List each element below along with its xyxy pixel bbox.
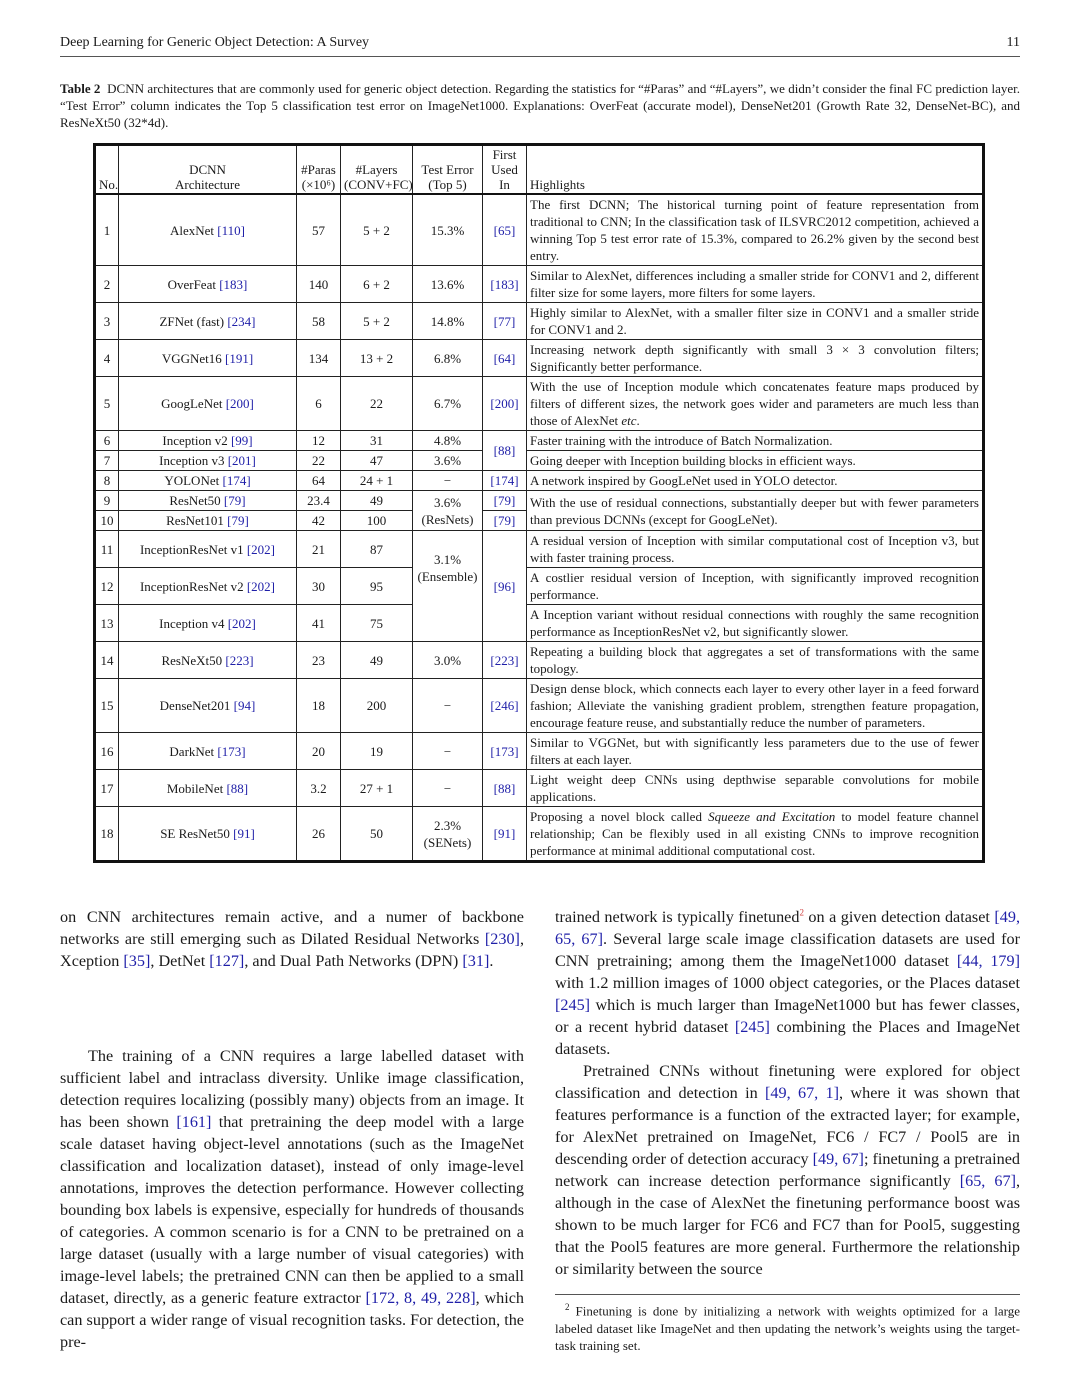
- cell-highlights: Increasing network depth significantly with small 3 × 3 convolution filters; Significantly better performance.: [527, 340, 984, 377]
- cell-no: 14: [95, 642, 119, 679]
- table-row: [95, 377, 984, 431]
- citation-link[interactable]: [79]: [223, 493, 246, 508]
- footnote-divider: [555, 1294, 1020, 1295]
- cell-highlights: A costlier residual version of Inception, with significantly improved recognition performance.: [527, 568, 984, 605]
- cell-layers: 24 + 1: [341, 471, 413, 491]
- cell-highlights: Highly similar to AlexNet, with a smaller filter size in CONV1 and a smaller stride for CONV1 and 2.: [527, 303, 984, 340]
- cell-paras: 6: [297, 377, 341, 431]
- citation-link[interactable]: [127]: [209, 952, 245, 970]
- cell-paras: 22: [297, 451, 341, 471]
- footnote-reference[interactable]: 2: [799, 907, 804, 918]
- cell-test-error: 13.6%: [413, 266, 483, 303]
- cell-paras: 26: [297, 807, 341, 862]
- cell-layers: 47: [341, 451, 413, 471]
- cell-architecture: ResNeXt50 [223]: [119, 642, 297, 679]
- table-row: [95, 471, 984, 491]
- header-layers: #Layers (CONV+FC): [341, 145, 413, 195]
- citation-link[interactable]: [79]: [227, 513, 249, 528]
- cell-architecture: DenseNet201 [94]: [119, 679, 297, 733]
- citation-link[interactable]: [174]: [222, 473, 251, 488]
- citation-link[interactable]: [49, 67]: [812, 1150, 864, 1168]
- header-paras: #Paras (×10⁶): [297, 145, 341, 195]
- cell-no: 6: [95, 431, 119, 451]
- citation-link[interactable]: [200]: [225, 396, 254, 411]
- cell-highlights: A residual version of Inception with similar computational cost of Inception v3, but with faster training process.: [527, 531, 984, 568]
- table-row: [95, 491, 984, 511]
- table-row: [95, 642, 984, 679]
- citation-link[interactable]: [191]: [225, 350, 254, 366]
- cell-first-used: [483, 377, 527, 431]
- citation-link[interactable]: [88]: [226, 780, 249, 796]
- table-row: [95, 770, 984, 807]
- table-row: [95, 266, 984, 303]
- cell-architecture: InceptionResNet v2 [202]: [119, 568, 297, 605]
- cell-first-used: [483, 340, 527, 377]
- cell-first-used: [483, 733, 527, 770]
- cell-no: 5: [95, 377, 119, 431]
- cell-layers: 5 + 2: [341, 303, 413, 340]
- cell-test-error: −: [413, 679, 483, 733]
- cell-highlights: Similar to VGGNet, but with significantly less parameters due to the use of fewer filters at each layer.: [527, 733, 984, 770]
- cell-paras: 23: [297, 642, 341, 679]
- cell-layers: 87: [341, 531, 413, 568]
- cell-layers: 49: [341, 491, 413, 511]
- cell-architecture: InceptionResNet v1 [202]: [119, 531, 297, 568]
- citation-link[interactable]: [246]: [490, 698, 519, 713]
- citation-link[interactable]: [201]: [227, 453, 256, 468]
- citation-link[interactable]: [99]: [230, 433, 253, 448]
- cell-layers: 75: [341, 605, 413, 642]
- right-column-paragraph-2: Pretrained CNNs without finetuning were explored for object classification and detection in [49, 67, 1], where it was shown that features performance is a function of the extracted layer; for example, for AlexNet pretrained on ImageNet, FC6 / FC7 / Pool5 are in descending order of detection accuracy [49, 67]; finetuning a pretrained network can increase detection performance significantly [65, 67], although in the case of AlexNet the finetuning performance boost was shown to be much larger for FC6 and FC7 than for Pool5, suggesting that the Pool5 features are more general. Furthermore the relationship or similarity between the source: [555, 1062, 1021, 1278]
- citation-link[interactable]: [65, 67]: [959, 1172, 1016, 1190]
- cell-first-used: [483, 431, 527, 471]
- cell-test-error: 14.8%: [413, 303, 483, 340]
- table-row: [95, 303, 984, 340]
- footnote-text: Finetuning is done by initializing a network with weights optimized for a large labeled dataset like ImageNet and then updating the network’s weights using the target-task training set.: [555, 1303, 1020, 1354]
- citation-link[interactable]: [94]: [233, 698, 256, 713]
- header-test-error: Test Error (Top 5): [413, 145, 483, 195]
- cell-no: 16: [95, 733, 119, 770]
- cell-architecture: Inception v2 [99]: [119, 431, 297, 451]
- cell-first-used: [483, 471, 527, 491]
- cell-first-used: [483, 511, 527, 531]
- cell-architecture: AlexNet [110]: [119, 194, 297, 266]
- cell-highlights: The first DCNN; The historical turning point of feature representation from traditional to CNN; In the classification task of ILSVRC2012 competition, achieved a winning Top 5 test error rate of 15.3%, compared to 26.2% given by the second best entry.: [527, 194, 984, 266]
- cell-paras: 58: [297, 303, 341, 340]
- cell-first-used: [483, 770, 527, 807]
- architecture-table: [93, 143, 985, 863]
- citation-link[interactable]: [172, 8, 49, 228]: [365, 1289, 476, 1307]
- cell-highlights: A network inspired by GoogLeNet used in YOLO detector.: [527, 471, 984, 491]
- cell-no: 13: [95, 605, 119, 642]
- cell-highlights: With the use of residual connections, substantially deeper but with fewer parameters than previous DCNNs (except for GoogLeNet).: [527, 491, 984, 531]
- cell-paras: 64: [297, 471, 341, 491]
- cell-paras: 21: [297, 531, 341, 568]
- cell-paras: 134: [297, 340, 341, 377]
- cell-architecture: Inception v3 [201]: [119, 451, 297, 471]
- cell-no: 8: [95, 471, 119, 491]
- citation-link[interactable]: [79]: [493, 513, 516, 528]
- citation-link[interactable]: [77]: [493, 313, 516, 329]
- citation-link[interactable]: [88]: [493, 780, 516, 796]
- cell-highlights: Faster training with the introduce of Batch Normalization.: [527, 431, 984, 451]
- citation-link[interactable]: [183]: [219, 276, 248, 292]
- citation-link[interactable]: [200]: [490, 396, 519, 411]
- cell-layers: 5 + 2: [341, 194, 413, 266]
- cell-first-used: [483, 266, 527, 303]
- citation-link[interactable]: [65]: [493, 222, 516, 238]
- cell-paras: 30: [297, 568, 341, 605]
- cell-no: 2: [95, 266, 119, 303]
- cell-architecture: GoogLeNet [200]: [119, 377, 297, 431]
- cell-no: 4: [95, 340, 119, 377]
- cell-layers: 27 + 1: [341, 770, 413, 807]
- citation-link[interactable]: [223]: [490, 652, 519, 668]
- table-row: [95, 431, 984, 451]
- citation-link[interactable]: [202]: [246, 541, 276, 557]
- cell-layers: 49: [341, 642, 413, 679]
- cell-paras: 42: [297, 511, 341, 531]
- cell-test-error: 6.8%: [413, 340, 483, 377]
- citation-link[interactable]: [91]: [493, 826, 516, 841]
- citation-link[interactable]: [110]: [217, 222, 245, 238]
- running-title: Deep Learning for Generic Object Detection: A Survey: [60, 35, 370, 50]
- cell-test-error: 15.3%: [413, 194, 483, 266]
- cell-architecture: ZFNet (fast) [234]: [119, 303, 297, 340]
- cell-no: 1: [95, 194, 119, 266]
- cell-layers: 6 + 2: [341, 266, 413, 303]
- cell-highlights: Repeating a building block that aggregates a set of transformations with the same topology.: [527, 642, 984, 679]
- cell-no: 3: [95, 303, 119, 340]
- cell-architecture: OverFeat [183]: [119, 266, 297, 303]
- table-row: [95, 194, 984, 266]
- citation-link[interactable]: [161]: [176, 1113, 212, 1131]
- table-row: [95, 568, 984, 605]
- cell-paras: 12: [297, 431, 341, 451]
- header-highlights: Highlights: [527, 145, 984, 195]
- table-header-row: [95, 145, 984, 195]
- cell-no: 7: [95, 451, 119, 471]
- cell-test-error: −: [413, 733, 483, 770]
- cell-highlights: Proposing a novel block called Squeeze and Excitation to model feature channel relationship; Can be flexibly used in all existing CNNs to improve recognition performance at minimal additional computational cost.: [527, 807, 984, 862]
- table-row: [95, 679, 984, 733]
- citation-link[interactable]: [202]: [246, 578, 276, 594]
- citation-link[interactable]: [64]: [493, 350, 516, 366]
- cell-paras: 3.2: [297, 770, 341, 807]
- cell-no: 11: [95, 531, 119, 568]
- citation-link[interactable]: [230]: [484, 930, 520, 948]
- right-column-paragraph-1: trained network is typically finetuned$^2$ on a given detection dataset [49, 65, 67]. Several large scale image classification datasets are used for CNN pretraining; among them the ImageNet1000 dataset [44, 179] with 1.2 million images of 1000 object categories, or the Places dataset [245] which is much larger than ImageNet1000 but has fewer classes, or a recent hybrid dataset [245] combining the Places and ImageNet datasets.: [555, 907, 1021, 1058]
- left-column-paragraph-2: The training of a CNN requires a large labelled dataset with sufficient label and intraclass diversity. Unlike image classification, detection requires localizing (possibly many) objects from an image. It has been shown [161] that pretraining the deep model with a large scale dataset having object-level annotations (such as the ImageNet classification and localization dataset), instead of only image-level annotations, improves the detection performance. However collecting bounding box labels is expensive, especially for hundreds of thousands of categories. A common scenario is for a CNN to be pretrained on a large dataset (usually with a large number of visual categories) with image-level labels; the pretrained CNN can then be applied to a small dataset, directly, as a generic feature extractor [172, 8, 49, 228], which can support a wider range of visual recognition tasks. For detection, the pre-: [60, 1047, 525, 1351]
- citation-link[interactable]: [96]: [493, 578, 516, 594]
- citation-link[interactable]: [31]: [462, 952, 490, 970]
- cell-first-used: [483, 642, 527, 679]
- cell-first-used: [483, 679, 527, 733]
- cell-no: 9: [95, 491, 119, 511]
- cell-paras: 41: [297, 605, 341, 642]
- citation-link[interactable]: [234]: [227, 313, 256, 329]
- citation-link[interactable]: [174]: [490, 473, 519, 488]
- cell-layers: 200: [341, 679, 413, 733]
- header-architecture: DCNN Architecture: [119, 145, 297, 195]
- citation-link[interactable]: [173]: [217, 743, 246, 759]
- cell-no: 17: [95, 770, 119, 807]
- cell-no: 15: [95, 679, 119, 733]
- cell-paras: 57: [297, 194, 341, 266]
- footnote: [555, 1299, 1020, 1355]
- cell-highlights: Going deeper with Inception building blocks in efficient ways.: [527, 451, 984, 471]
- cell-test-error: 4.8%: [413, 431, 483, 451]
- cell-architecture: SE ResNet50 [91]: [119, 807, 297, 862]
- cell-test-error: −: [413, 471, 483, 491]
- cell-architecture: DarkNet [173]: [119, 733, 297, 770]
- cell-highlights: A Inception variant without residual connections with roughly the same recognition performance as InceptionResNet v2, but significantly slower.: [527, 605, 984, 642]
- citation-link[interactable]: [245]: [734, 1018, 770, 1036]
- citation-link[interactable]: [91]: [233, 826, 255, 841]
- citation-link[interactable]: [183]: [490, 276, 519, 292]
- citation-link[interactable]: [88]: [493, 443, 516, 458]
- citation-link[interactable]: [35]: [123, 952, 151, 970]
- cell-layers: 13 + 2: [341, 340, 413, 377]
- cell-layers: 100: [341, 511, 413, 531]
- table-row: [95, 451, 984, 471]
- citation-link[interactable]: [49, 67, 1]: [765, 1084, 840, 1102]
- table-row: [95, 807, 984, 862]
- cell-layers: 50: [341, 807, 413, 862]
- citation-link[interactable]: [49, 65, 67]: [555, 908, 1020, 948]
- table-row: [95, 605, 984, 642]
- table-label: Table 2: [60, 81, 101, 96]
- cell-test-error: 3.6%: [413, 451, 483, 471]
- header-first-used: First Used In: [483, 145, 527, 195]
- cell-architecture: ResNet50 [79]: [119, 491, 297, 511]
- citation-link[interactable]: [44, 179]: [956, 952, 1021, 970]
- cell-first-used: [483, 491, 527, 511]
- left-column-paragraph-1: on CNN architectures remain active, and a numer of backbone networks are still emerging such as Dilated Residual Networks [230], Xception [35], DetNet [127], and Dual Path Networks (DPN) [31].: [60, 908, 524, 970]
- cell-no: 10: [95, 511, 119, 531]
- citation-link[interactable]: [223]: [225, 652, 254, 668]
- cell-test-error: 2.3% (SENets): [413, 807, 483, 862]
- header-no: No.: [95, 145, 119, 195]
- cell-paras: 20: [297, 733, 341, 770]
- table-caption: [60, 80, 1020, 131]
- cell-first-used: [483, 531, 527, 642]
- citation-link[interactable]: [202]: [227, 615, 256, 631]
- cell-no: 12: [95, 568, 119, 605]
- cell-highlights: With the use of Inception module which concatenates feature maps produced by filters of different sizes, the network goes wider and parameters are much less than those of AlexNet etc.: [527, 377, 984, 431]
- cell-paras: 18: [297, 679, 341, 733]
- cell-paras: 140: [297, 266, 341, 303]
- cell-test-error: −: [413, 770, 483, 807]
- architecture-table-wrapper: [93, 143, 985, 863]
- footnote-mark: 2: [565, 1302, 570, 1312]
- cell-first-used: [483, 194, 527, 266]
- citation-link[interactable]: [79]: [493, 493, 516, 508]
- cell-test-error: 6.7%: [413, 377, 483, 431]
- cell-paras: 23.4: [297, 491, 341, 511]
- table-row: [95, 340, 984, 377]
- citation-link[interactable]: [173]: [490, 743, 519, 759]
- cell-first-used: [483, 807, 527, 862]
- cell-no: 18: [95, 807, 119, 862]
- cell-test-error: 3.0%: [413, 642, 483, 679]
- cell-architecture: VGGNet16 [191]: [119, 340, 297, 377]
- caption-text: DCNN architectures that are commonly used for generic object detection. Regarding the statistics for “#Paras” and “#Layers”, we didn’t consider the final FC prediction layer. “Test Error” column indicates the Top 5 classification test error on ImageNet1000. Explanations: OverFeat (accurate model), DenseNet201 (Growth Rate 32, DenseNet-BC), and ResNeXt50 (32*4d).: [60, 81, 1020, 130]
- running-header: [60, 32, 1020, 57]
- cell-architecture: MobileNet [88]: [119, 770, 297, 807]
- page-number: 11: [1006, 35, 1020, 50]
- citation-link[interactable]: [245]: [555, 996, 591, 1014]
- cell-layers: 95: [341, 568, 413, 605]
- cell-layers: 31: [341, 431, 413, 451]
- cell-first-used: [483, 303, 527, 340]
- cell-layers: 22: [341, 377, 413, 431]
- cell-highlights: Design dense block, which connects each layer to every other layer in a feed forward fashion; Alleviate the vanishing gradient problem, strengthen feature propagation, encourage feature reuse, and substantially reduce the number of parameters.: [527, 679, 984, 733]
- cell-architecture: ResNet101 [79]: [119, 511, 297, 531]
- cell-test-error: 3.1% (Ensemble): [413, 531, 483, 642]
- cell-test-error: 3.6% (ResNets): [413, 491, 483, 531]
- table-row: [95, 531, 984, 568]
- cell-layers: 19: [341, 733, 413, 770]
- cell-highlights: Similar to AlexNet, differences including a smaller stride for CONV1 and 2, different filter size for some layers, more filters for some layers.: [527, 266, 984, 303]
- table-row: [95, 733, 984, 770]
- cell-architecture: Inception v4 [202]: [119, 605, 297, 642]
- cell-architecture: YOLONet [174]: [119, 471, 297, 491]
- cell-highlights: Light weight deep CNNs using depthwise separable convolutions for mobile applications.: [527, 770, 984, 807]
